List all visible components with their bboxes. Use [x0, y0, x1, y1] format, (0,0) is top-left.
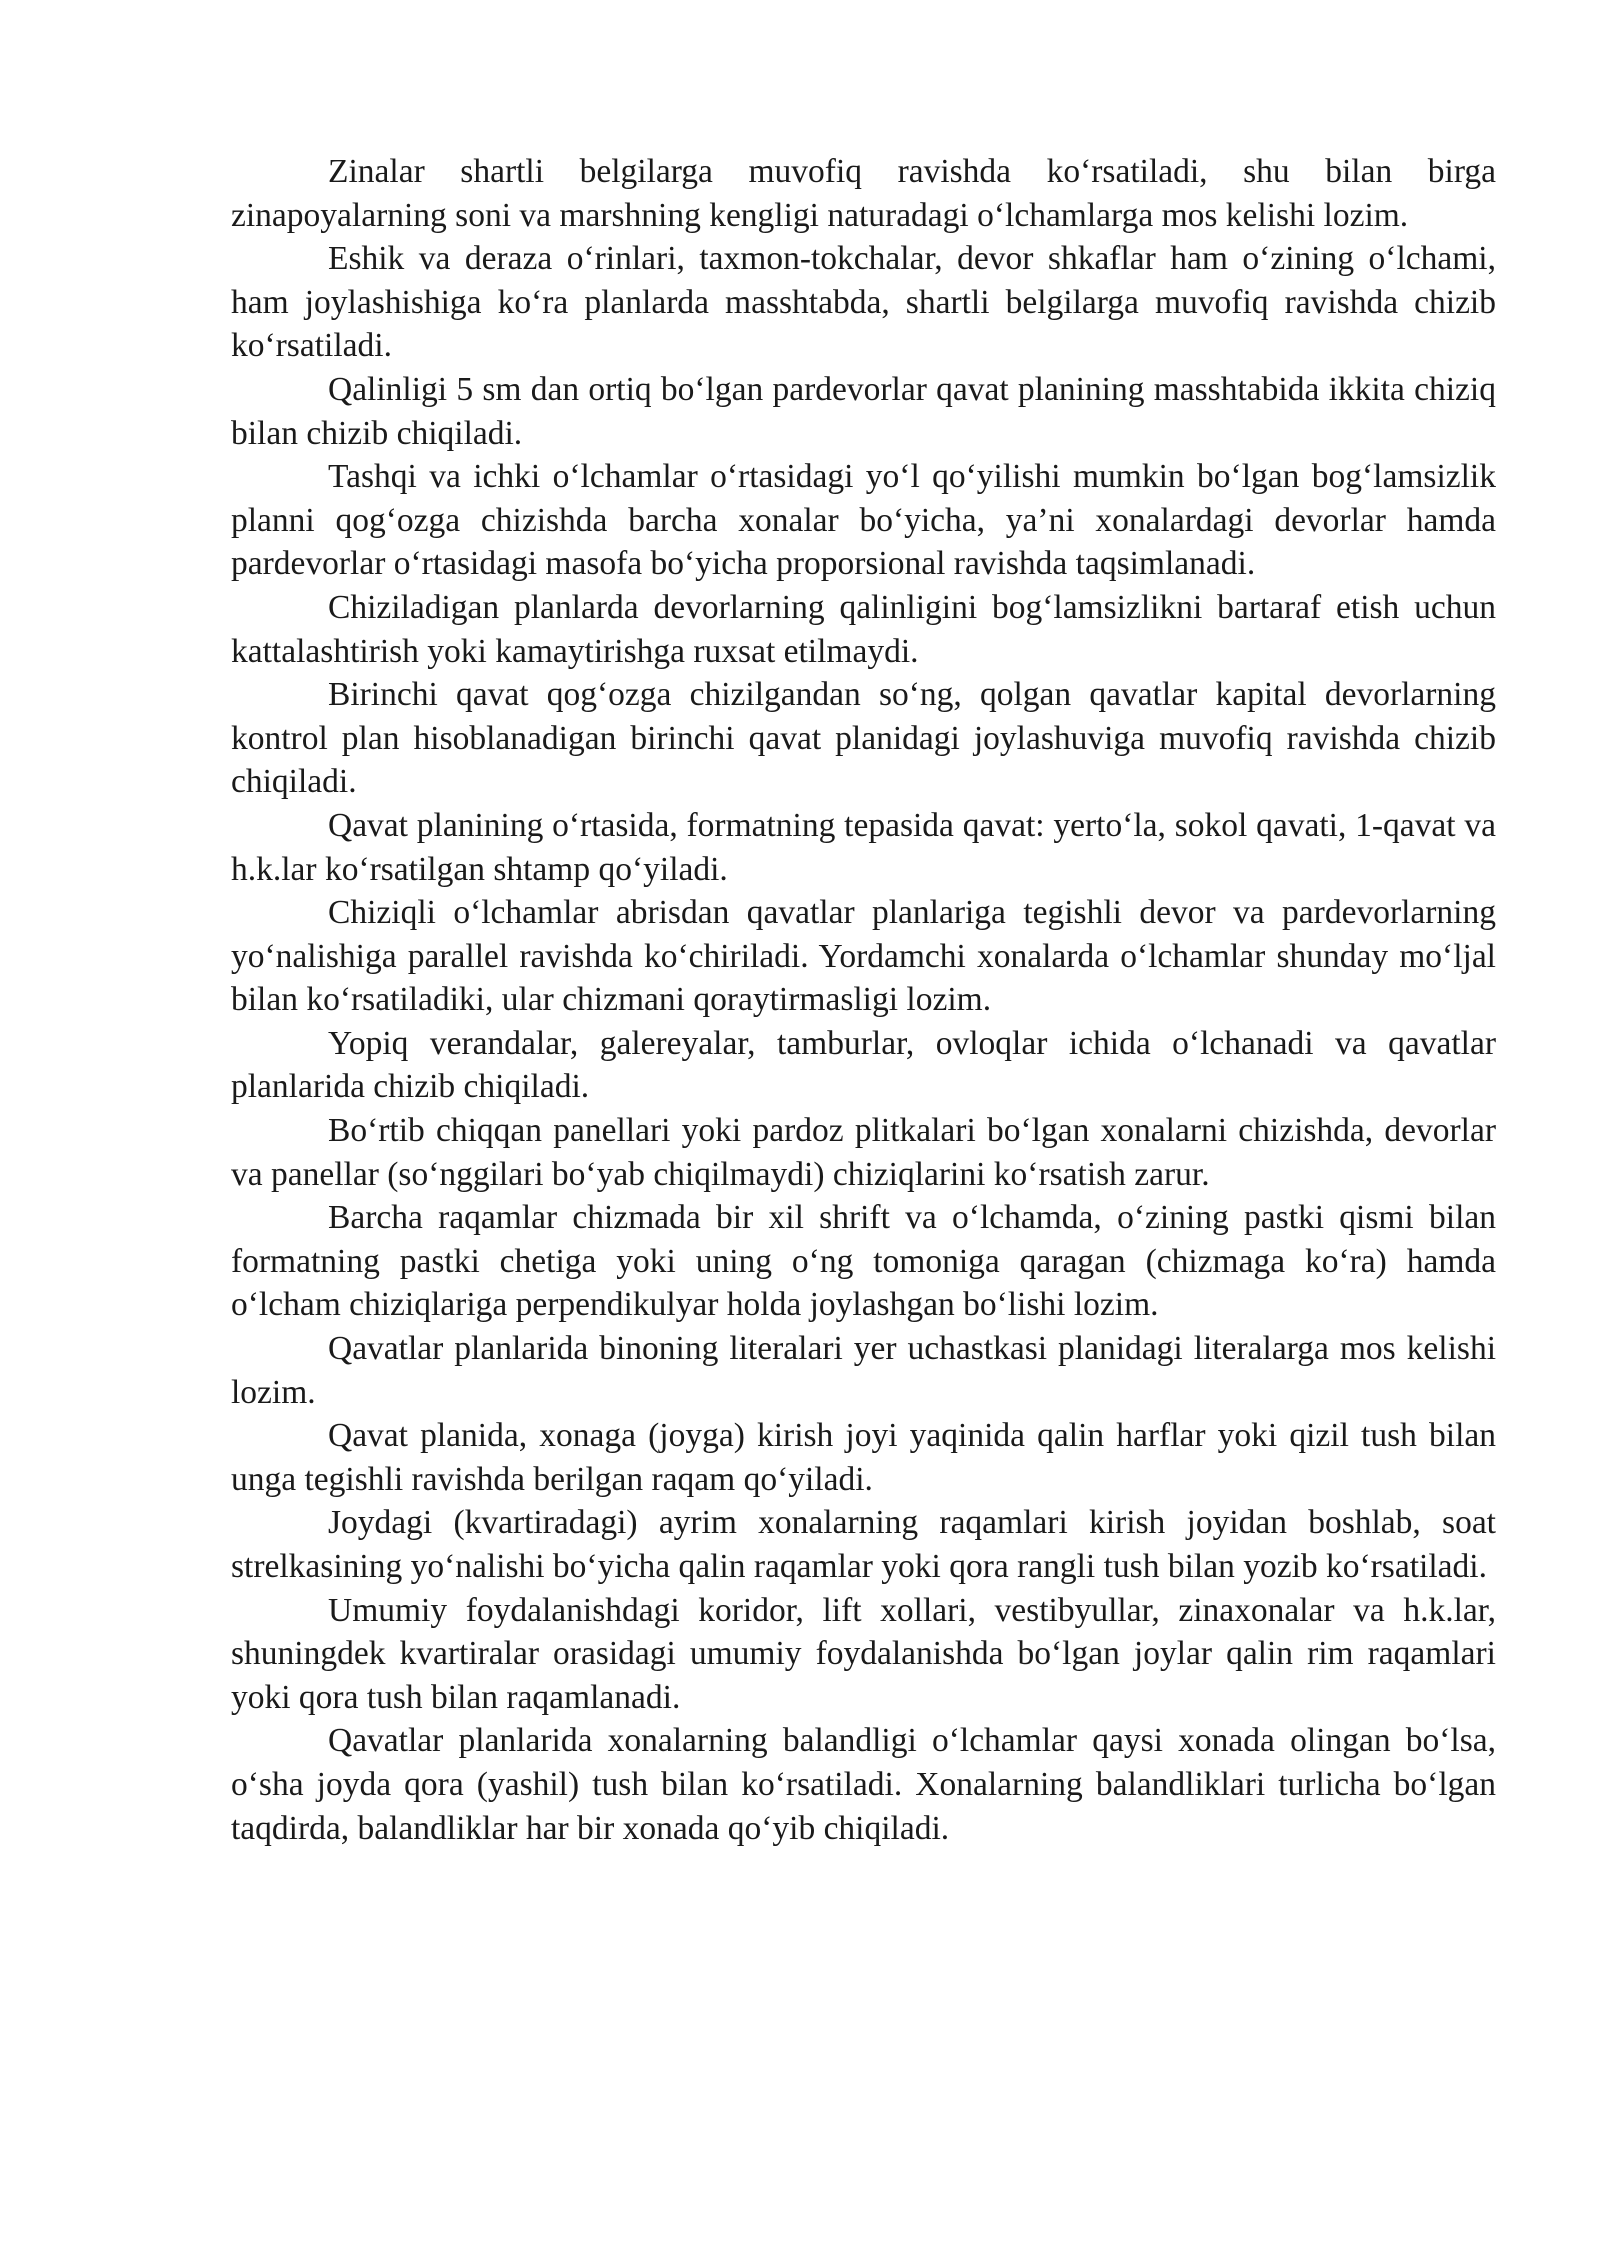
paragraph-partition-thickness: Qalinligi 5 sm dan ortiq bo‘lgan pardevorlar qavat planining masshtabida ikkita chiziq bilan chizib chiqiladi. — [231, 370, 1496, 452]
paragraph-floor-stamp: Qavat planining o‘rtasida, formatning tepasida qavat: yerto‘la, sokol qavati, 1-qavat va h.k.lar ko‘rsatilgan shtamp qo‘yiladi. — [231, 806, 1496, 888]
paragraph-stairs: Zinalar shartli belgilarga muvofiq ravishda ko‘rsatiladi, shu bilan birga zinapoyalarning soni va marshning kengligi naturadagi o‘lchamlarga mos kelishi lozim. — [231, 153, 1496, 234]
paragraph-doors-windows: Eshik va deraza o‘rinlari, taxmon-tokchalar, devor shkaflar ham o‘zining o‘lchami, ham joylashishiga ko‘ra planlarda masshtabda, shartli belgilarga muvofiq ravishda chizib ko‘rsatiladi. — [231, 240, 1496, 365]
paragraph-panels: Bo‘rtib chiqqan panellari yoki pardoz plitkalari bo‘lgan xonalarni chizishda, devorlar va panellar (so‘nggilari bo‘yab chiqilmaydi) chiziqlarini ko‘rsatish zarur. — [231, 1112, 1496, 1193]
paragraph-entrance-number: Qavat planida, xonaga (joyga) kirish joyi yaqinida qalin harflar yoki qizil tush bilan unga tegishli ravishda berilgan raqam qo‘yiladi. — [231, 1417, 1496, 1498]
paragraph-literals: Qavatlar planlarida binoning literalari yer uchastkasi planidagi literalarga mos kelishi lozim. — [231, 1330, 1496, 1411]
paragraph-wall-thickness: Chiziladigan planlarda devorlarning qalinligini bog‘lamsizlikni bartaraf etish uchun kattalashtirish yoki kamaytirishga ruxsat etilmaydi. — [231, 588, 1496, 670]
paragraph-verandas: Yopiq verandalar, galereyalar, tamburlar, ovloqlar ichida o‘lchanadi va qavatlar planlarida chizib chiqiladi. — [231, 1024, 1496, 1106]
paragraph-discrepancy: Tashqi va ichki o‘lchamlar o‘rtasidagi yo‘l qo‘yilishi mumkin bo‘lgan bog‘lamsizlik planni qog‘ozga chizishda barcha xonalar bo‘yicha, ya’ni xonalardagi devorlar hamda pardevorlar o‘rtasidagi masofa bo‘yicha proporsional ravishda taqsimlanadi. — [231, 458, 1496, 583]
paragraph-numbers: Barcha raqamlar chizmada bir xil shrift va o‘lchamda, o‘zining pastki qismi bilan formatning pastki chetiga yoki uning o‘ng tomoniga qaragan (chizmaga ko‘ra) hamda o‘lcham chiziqlariga perpendikulyar holda joylashgan bo‘lishi lozim. — [231, 1199, 1496, 1324]
paragraph-first-floor: Birinchi qavat qog‘ozga chizilgandan so‘ng, qolgan qavatlar kapital devorlarning kontrol plan hisoblanadigan birinchi qavat planidagi joylashuviga muvofiq ravishda chizib chiqiladi. — [231, 676, 1496, 801]
paragraph-room-heights: Qavatlar planlarida xonalarning balandligi o‘lchamlar qaysi xonada olingan bo‘lsa, o‘sha joyda qora (yashil) tush bilan ko‘rsatiladi. Xonalarning balandliklari turlicha bo‘lgan taqdirda, balandliklar har bir xonada qo‘yib chiqiladi. — [231, 1722, 1496, 1847]
paragraph-room-numbers: Joydagi (kvartiradagi) ayrim xonalarning raqamlari kirish joyidan boshlab, soat strelkasining yo‘nalishi bo‘yicha qalin raqamlar yoki qora rangli tush bilan yozib ko‘rsatiladi. — [231, 1504, 1496, 1585]
document-page — [231, 150, 1496, 1850]
paragraph-common-areas: Umumiy foydalanishdagi koridor, lift xollari, vestibyullar, zinaxonalar va h.k.lar, shuningdek kvartiralar orasidagi umumiy foydalanishda bo‘lgan joylar qalin rim raqamlari yoki qora tush bilan raqamlanadi. — [231, 1591, 1496, 1716]
paragraph-linear-dimensions: Chiziqli o‘lchamlar abrisdan qavatlar planlariga tegishli devor va pardevorlarning yo‘nalishiga parallel ravishda ko‘chiriladi. Yordamchi xonalarda o‘lchamlar shunday mo‘ljal bilan ko‘rsatiladiki, ular chizmani qoraytirmasligi lozim. — [231, 894, 1496, 1019]
